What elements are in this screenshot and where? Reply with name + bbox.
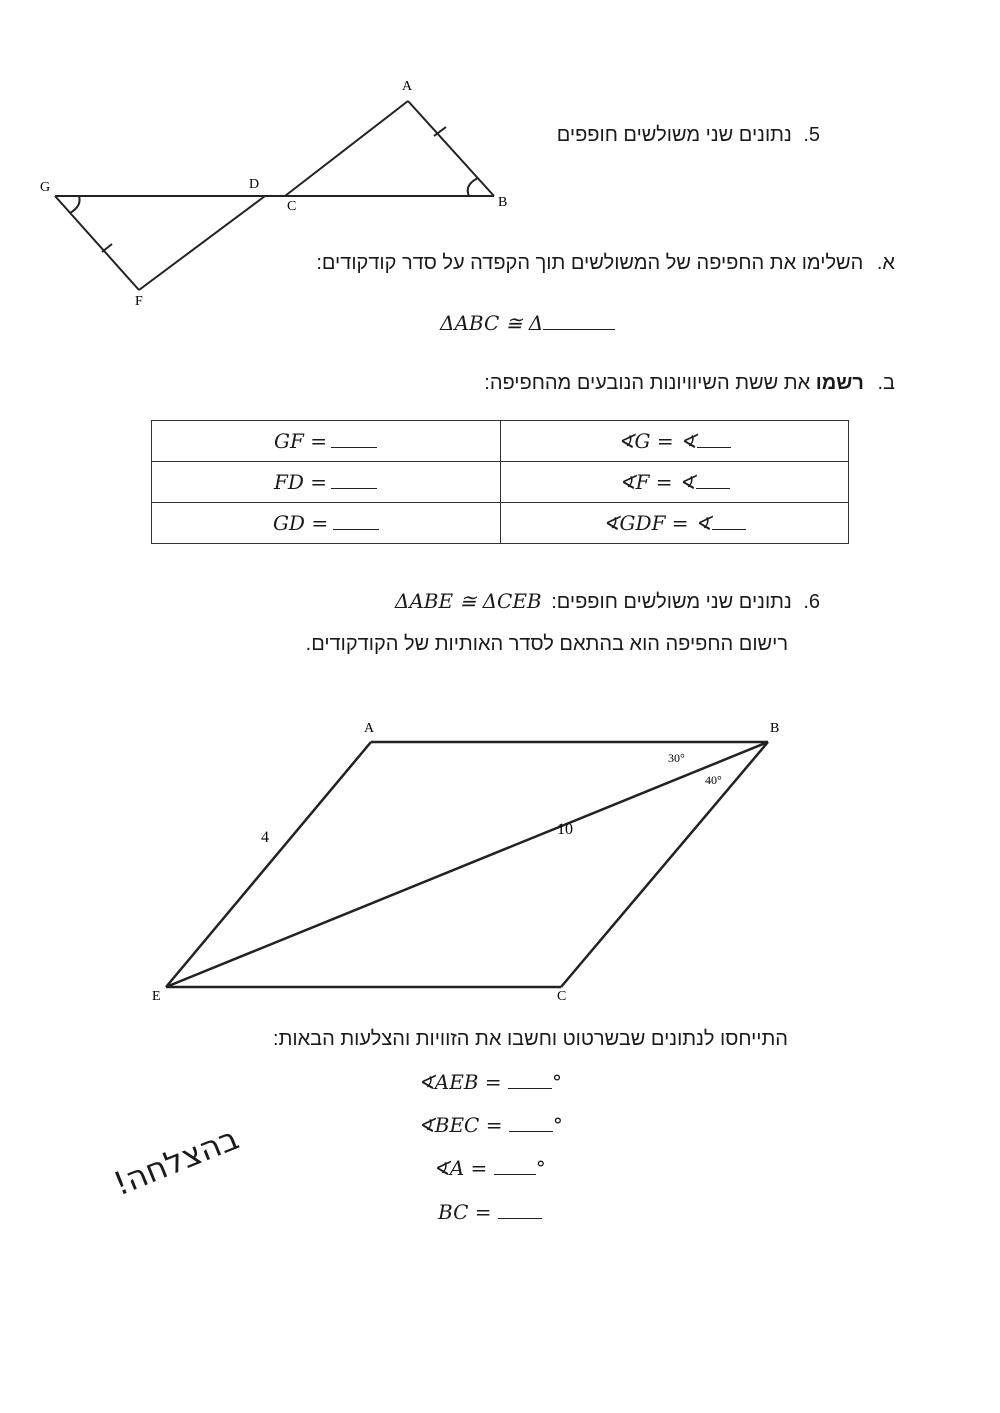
label-D: D (249, 177, 260, 192)
diagonal-BE (166, 742, 768, 987)
q6-item (433, 1156, 546, 1180)
angle-expr: ∢GDF = ∢ (602, 511, 712, 535)
angle-ABE-value: 30° (668, 751, 685, 765)
q6-item (418, 1070, 562, 1094)
angle-EBC-value: 40° (705, 773, 722, 787)
segment-FD (139, 196, 265, 290)
side-expr: GF = (274, 429, 327, 453)
answer-blank[interactable] (543, 313, 615, 330)
q6-item (418, 1113, 563, 1137)
q5-part-a (316, 250, 895, 276)
segment-GF (55, 196, 139, 290)
answer-blank[interactable] (509, 1115, 553, 1132)
q5-part-b (484, 370, 895, 396)
angle-expr: ∢F = ∢ (618, 470, 696, 494)
answer-blank[interactable] (331, 472, 377, 489)
side-BC (561, 742, 768, 987)
label-A: A (364, 721, 375, 736)
q5-number: 5. (803, 124, 820, 146)
side-expr: GD = (272, 511, 329, 535)
answer-blank[interactable] (697, 431, 731, 448)
angle-cell (500, 421, 849, 462)
angle-cell (500, 503, 849, 544)
angle-expr: ∢G = ∢ (617, 429, 697, 453)
label-B: B (770, 721, 780, 736)
item-expr: ∢BEC = (418, 1113, 503, 1137)
q5-part-b-label: ב. (877, 372, 895, 394)
q6-instruction-text: התייחסו לנתונים שבשרטוט וחשבו את הזוויות והצלעות הבאות: (273, 1028, 788, 1050)
side-cell (152, 462, 501, 503)
angle-arc-B (468, 178, 478, 196)
label-G: G (40, 180, 51, 195)
item-expr: ∢AEB = (418, 1070, 502, 1094)
segment-AB (408, 101, 494, 196)
q6-heading (395, 588, 820, 615)
table-row (152, 462, 849, 503)
q6-parallelogram-figure (0, 700, 1000, 1020)
table-row (152, 421, 849, 462)
q6-congruence: ΔABE ≅ ΔCEB (394, 589, 542, 613)
side-EA (166, 742, 371, 987)
item-expr: ∢A = (433, 1156, 488, 1180)
answer-blank[interactable] (696, 472, 730, 489)
label-A: A (402, 79, 413, 94)
item-expr: BC = (438, 1200, 492, 1224)
label-E: E (152, 989, 161, 1004)
label-C: C (287, 199, 297, 214)
answer-blank[interactable] (331, 431, 377, 448)
q5-heading (557, 122, 820, 148)
label-C: C (557, 989, 567, 1004)
answer-blank[interactable] (494, 1158, 536, 1175)
q6-note-text: רישום החפיפה הוא בהתאם לסדר האותיות של הקודקודים. (305, 633, 788, 655)
angle-cell (500, 462, 849, 503)
angle-arc-G (70, 196, 80, 213)
q6-number: 6. (803, 591, 820, 613)
q5-part-b-text: את ששת השיוויונות הנובעים מהחפיפה: (484, 372, 811, 394)
q6-title: נתונים שני משולשים חופפים: (551, 591, 792, 613)
answer-blank[interactable] (333, 513, 379, 530)
q5-part-a-text: השלימו את החפיפה של המשולשים תוך הקפדה על סדר קודקודים: (316, 252, 864, 274)
diagonal-BE-length: 10 (557, 821, 573, 838)
side-cell (152, 503, 501, 544)
segment-CA (285, 101, 408, 196)
item-unit: ° (551, 1070, 562, 1094)
answer-blank[interactable] (508, 1072, 552, 1089)
q5-congruence-text: ΔABC ≅ Δ (440, 311, 544, 335)
good-luck-text (108, 1119, 244, 1203)
label-F: F (135, 294, 143, 309)
tick-GF (102, 244, 112, 252)
table-row (152, 503, 849, 544)
side-cell (152, 421, 501, 462)
side-expr: FD = (274, 470, 328, 494)
answer-blank[interactable] (712, 513, 746, 530)
q6-item (438, 1200, 542, 1224)
equalities-table (151, 420, 849, 544)
good-luck-label: בהצלחה! (108, 1118, 244, 1204)
q6-note (306, 631, 788, 657)
q5-congruence (440, 311, 615, 335)
item-unit: ° (552, 1113, 563, 1137)
q5-part-a-label: א. (876, 252, 895, 274)
q5-part-b-bold: רשמו (815, 372, 864, 394)
q6-instruction (273, 1026, 788, 1052)
label-B: B (498, 195, 508, 210)
answer-blank[interactable] (498, 1202, 542, 1219)
q5-title: נתונים שני משולשים חופפים (556, 124, 792, 146)
side-AE-length: 4 (261, 829, 269, 846)
item-unit: ° (535, 1156, 546, 1180)
